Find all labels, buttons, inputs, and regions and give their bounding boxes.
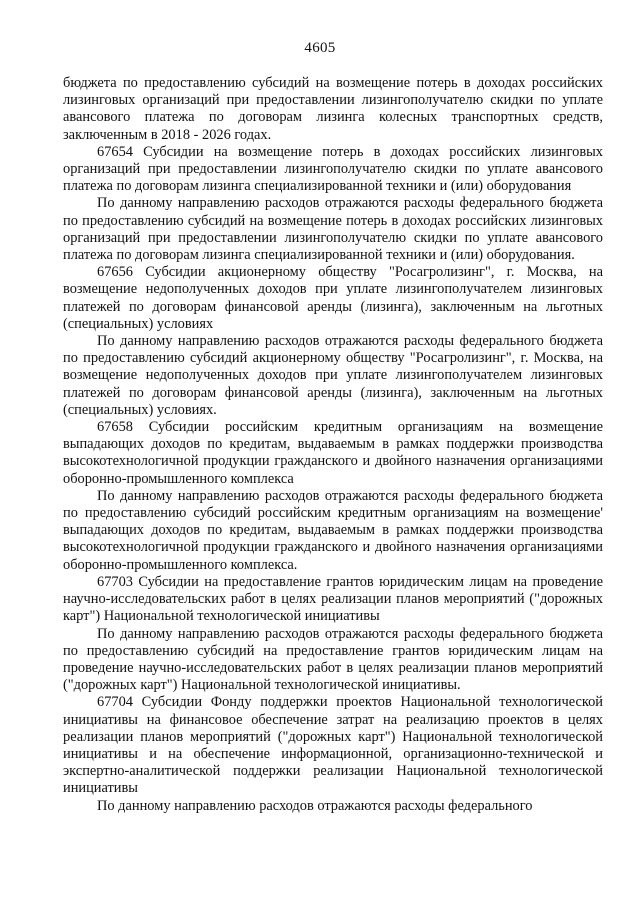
paragraph-67704-description-start: По данному направлению расходов отражаются расходы федерального (97, 797, 533, 814)
paragraph-67656-description: По данному направлению расходов отражаются расходы федерального бюджета по предоставлению субсидий акционерному обществу "Росагролизинг", г. Москва, на возмещение недополученных доходов при уплате лизингополучателем лизинговых платежей по договорам финансовой аренды (лизинга), заключенным на льготных (специальных) условиях. (63, 333, 603, 418)
paragraph-continuation: бюджета по предоставлению субсидий на возмещение потерь в доходах российских лизинговых организаций при предоставлении лизингополучателю скидки по уплате авансового платежа по договорам лизинга колесных транспортных средств, заключенным в 2018 - 2026 годах. (63, 75, 603, 143)
paragraph-67656-heading: 67656 Субсидии акционерному обществу "Росагролизинг", г. Москва, на возмещение недополученных доходов при уплате лизингополучателем лизинговых платежей по договорам финансовой аренды (лизинга), заключенным на льготных (специальных) условиях (63, 264, 603, 332)
paragraph-67703-heading: 67703 Субсидии на предоставление грантов юридическим лицам на проведение научно-исследовательских работ в целях реализации планов мероприятий ("дорожных карт") Национальной технологической инициативы (63, 573, 603, 625)
document-body (63, 75, 603, 815)
page-number: 4605 (304, 40, 336, 56)
paragraph-67654-heading: 67654 Субсидии на возмещение потерь в доходах российских лизинговых организаций при предоставлении лизингополучателю скидки по уплате авансового платежа по договорам лизинга специализированной техники и (или) оборудования (63, 143, 603, 195)
paragraph-67704-heading: 67704 Субсидии Фонду поддержки проектов Национальной технологической инициативы на финансовое обеспечение затрат на реализацию проектов в целях реализации планов мероприятий ("дорожных карт") Национальной технологической инициативы и на обеспечение информационной, организационно-технической и экспертно-аналитической поддержки реализации Национальной технологической инициативы (63, 694, 603, 797)
paragraph-67654-description: По данному направлению расходов отражаются расходы федерального бюджета по предоставлению субсидий на возмещение потерь в доходах российских лизинговых организаций при предоставлении лизингополучателю скидки по уплате авансового платежа по договорам лизинга специализированной техники и (или) оборудования. (63, 195, 603, 264)
paragraph-67658-description: По данному направлению расходов отражаются расходы федерального бюджета по предоставлению субсидий российским кредитным организациям на возмещение' выпадающих доходов по кредитам, выдаваемым в рамках поддержки производства высокотехнологичной продукции гражданского и двойного назначения организациями оборонно-промышленного комплекса. (63, 487, 603, 573)
paragraph-67703-description: По данному направлению расходов отражаются расходы федерального бюджета по предоставлению субсидий на предоставление грантов юридическим лицам на проведение научно-исследовательских работ в целях реализации планов мероприятий ("дорожных карт") Национальной технологической инициативы. (63, 625, 603, 694)
paragraph-67658-heading: 67658 Субсидии российским кредитным организациям на возмещение выпадающих доходов по кредитам, выдаваемым в рамках поддержки производства высокотехнологичной продукции гражданского и двойного назначения организациями оборонно-промышленного комплекса (63, 419, 603, 487)
